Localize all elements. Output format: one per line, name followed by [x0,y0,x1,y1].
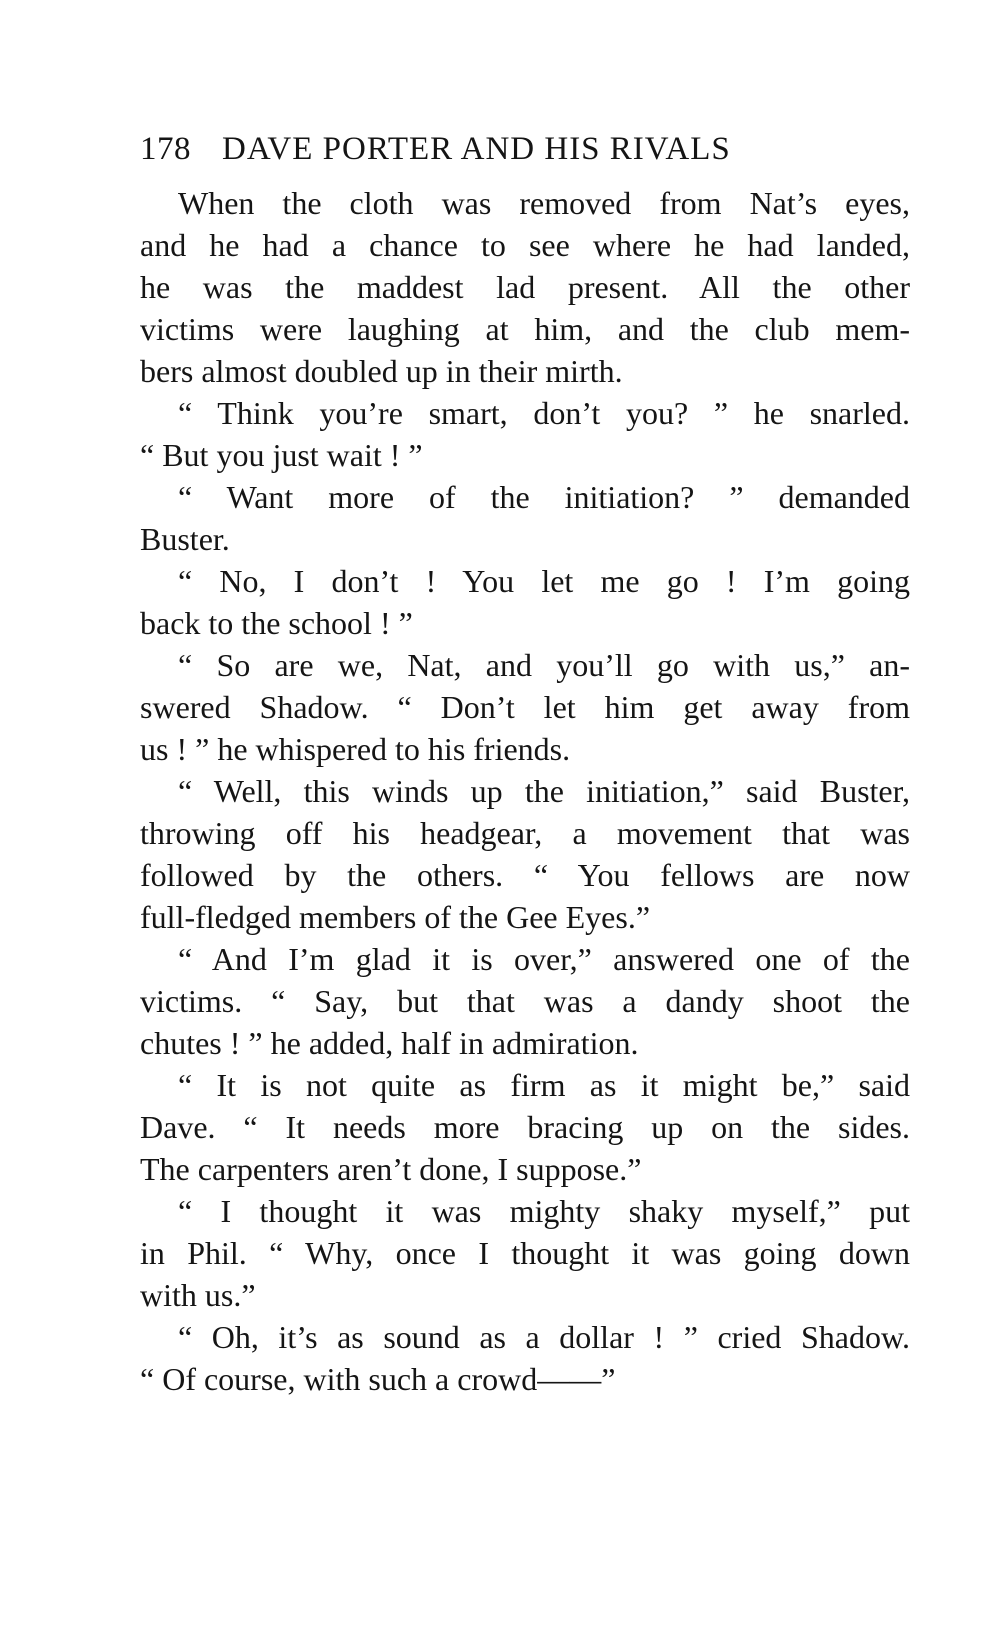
text-line: When the cloth was removed from Nat’s eyes, [178,185,910,221]
text-line: victims were laughing at him, and the club mem- [140,311,910,347]
text-line: throwing off his headgear, a movement that was [140,815,910,851]
text-line: “ Oh, it’s as sound as a dollar ! ” cried Shadow. [178,1319,910,1355]
text-line: “ Think you’re smart, don’t you? ” he snarled. [178,395,910,431]
text-line: us ! ” he whispered to his friends. [140,731,571,767]
text-line: swered Shadow. “ Don’t let him get away from [140,689,910,725]
text-line: “ So are we, Nat, and you’ll go with us,” an- [178,647,910,683]
text-line: chutes ! ” he added, half in admiration. [140,1025,639,1061]
body-text [140,182,910,1400]
text-line: “ Well, this winds up the initiation,” said Buster, [178,773,910,809]
text-line: victims. “ Say, but that was a dandy shoot the [140,983,910,1019]
text-line: followed by the others. “ You fellows are now [140,857,910,893]
text-line: “ But you just wait ! ” [140,437,423,473]
text-line: bers almost doubled up in their mirth. [140,353,623,389]
text-line: Buster. [140,521,230,557]
text-line: with us.” [140,1277,256,1313]
page-number: 178 [140,131,191,167]
book-title: DAVE PORTER AND HIS RIVALS [222,131,731,167]
text-line: “ Of course, with such a crowd——” [140,1361,616,1397]
text-line: “ It is not quite as firm as it might be,” said [178,1067,910,1103]
text-line: Dave. “ It needs more bracing up on the sides. [140,1109,910,1145]
text-line: “ I thought it was mighty shaky myself,” put [178,1193,910,1229]
text-line: back to the school ! ” [140,605,413,641]
text-line: The carpenters aren’t done, I suppose.” [140,1151,642,1187]
text-line: and he had a chance to see where he had landed, [140,227,910,263]
text-line: “ Want more of the initiation? ” demanded [178,479,910,515]
text-line: he was the maddest lad present. All the other [140,269,910,305]
text-line: full-fledged members of the Gee Eyes.” [140,899,651,935]
running-head [140,124,840,174]
text-line: “ And I’m glad it is over,” answered one of the [178,941,910,977]
text-line: in Phil. “ Why, once I thought it was going down [140,1235,910,1271]
text-line: “ No, I don’t ! You let me go ! I’m going [178,563,910,599]
